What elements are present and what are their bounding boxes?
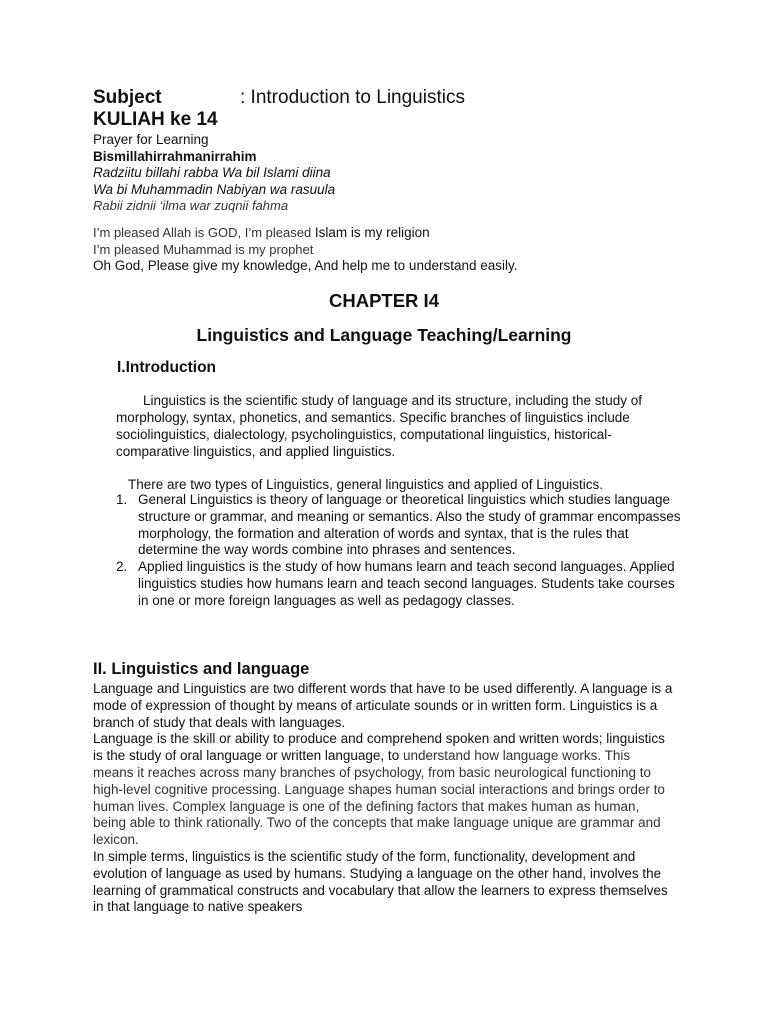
section-2-paragraph-2b: understand how language works. This means it reaches across many branches of psychology, from basic neurological functioning to high-level cognitive processing. Language shapes human social interactions and brings order to human lives. Complex language is one of the defining factors that makes human as human, being able to think rationally. Two of the concepts that make language unique are grammar and lexicon.	[93, 748, 665, 848]
prayer-line-2: Wa bi Muhammadin Nabiyan wa rasuula	[93, 181, 336, 197]
prayer-bismillah: Bismillahirrahmanirrahim	[93, 148, 257, 164]
chapter-title: CHAPTER I4	[329, 290, 439, 311]
section-1-heading: I.Introduction	[117, 359, 217, 376]
list-item	[116, 492, 686, 559]
list-item	[116, 559, 686, 609]
intro-paragraph	[116, 392, 676, 460]
prayer-title: Prayer for Learning	[93, 132, 209, 147]
list-number: 2.	[116, 559, 128, 575]
list-number: 1.	[116, 492, 128, 507]
types-list	[116, 492, 686, 610]
pleased-line-1	[93, 225, 518, 242]
prayer-line-3: Rabii zidnii ‘ilma war zuqnii fahma	[93, 198, 289, 213]
prayer-block	[93, 132, 335, 215]
list-item-text: Applied linguistics is the study of how humans learn and teach second languages. Applied linguistics studies how humans learn and teach second languages. Students take courses in one or more foreign languages as well as pedagogy classes.	[138, 559, 675, 608]
pleased-line-1b: Islam is my religion	[314, 225, 430, 240]
lecture-number: KULIAH ke 14	[93, 109, 218, 130]
types-paragraph: There are two types of Linguistics, general linguistics and applied of Linguistics.	[128, 477, 604, 492]
intro-text: Linguistics is the scientific study of language and its structure, including the study of morphology, syntax, phonetics, and semantics. Specific branches of linguistics include sociolinguistics, dialectology, psycholinguistics, computational linguistics, historical-comparative linguistics, and applied linguistics.	[116, 393, 643, 459]
pleased-block	[93, 225, 518, 275]
pleased-line-2: I’m pleased Muhammad is my prophet	[93, 241, 314, 257]
section-2-paragraph-2a: Language is the skill or ability to produce and comprehend spoken and written words; linguistics is the study of oral language or written language, to	[93, 731, 665, 764]
pleased-line-3: Oh God, Please give my knowledge, And help me to understand easily.	[93, 258, 518, 273]
list-item-text: General Linguistics is theory of language or theoretical linguistics which studies language structure or grammar, and meaning or semantics. Also the study of grammar encompasses morphology, the formation and alteration of words and syntax, that is the rules that determine the way words combine into phrases and sentences.	[138, 492, 681, 558]
subject-label: Subject	[93, 87, 162, 108]
section-2-paragraph-3: In simple terms, linguistics is the scientific study of the form, functionality, development and evolution of language as used by humans. Studying a language on the other hand, involves the learning of grammatical constructs and vocabulary that allow the learners to express themselves in that language to native speakers	[93, 848, 668, 915]
prayer-line-1: Radziitu billahi rabba Wa bil Islami diina	[93, 165, 331, 180]
subject-value: : Introduction to Linguistics	[240, 87, 465, 108]
chapter-subtitle: Linguistics and Language Teaching/Learning	[196, 325, 572, 345]
section-2-paragraph-1: Language and Linguistics are two different words that have to be used differently. A language is a mode of expression of thought by means of articulate sounds or in written form. Linguistics is a branch of study that deals with languages.	[93, 681, 673, 730]
pleased-line-1a: I’m pleased Allah is GOD, I’m pleased	[93, 225, 315, 240]
section-2-body	[93, 681, 673, 916]
section-2-heading: II. Linguistics and language	[93, 660, 310, 678]
section-2-paragraph-2	[93, 731, 673, 849]
